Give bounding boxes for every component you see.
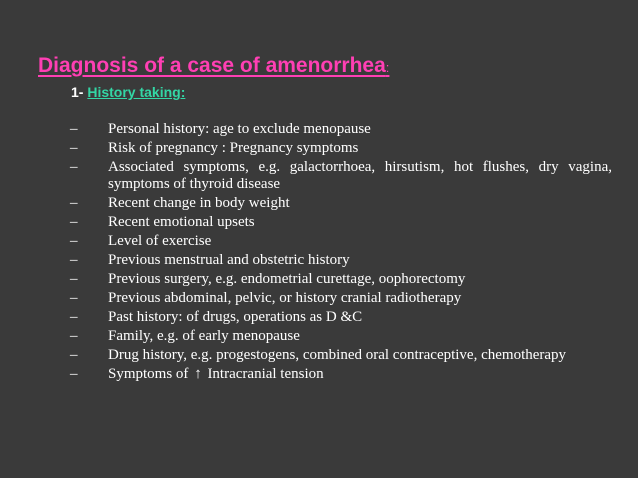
list-item [70,140,612,157]
bullet-dash: – [70,195,78,211]
list-item [70,233,612,250]
section-heading [71,83,185,101]
section-number: 1- [71,84,88,100]
list-item [70,309,612,326]
list-item-text: Recent emotional upsets [108,214,255,230]
list-item-text: Past history: of drugs, operations as D &C [108,309,363,325]
bullet-dash: – [70,121,78,137]
list-item [70,366,612,383]
bullet-dash: – [70,140,78,156]
bullet-dash: – [70,309,78,325]
bullet-dash: – [70,252,78,268]
list-item [70,214,612,231]
last-item-suffix: Intracranial tension [207,366,324,382]
list-item [70,159,612,193]
slide-title-colon: : [385,60,390,75]
list-item-text: Associated symptoms, e.g. galactorrhoea, hirsutism, hot flushes, dry vagina, symptoms of thyroid disease [108,159,612,192]
bullet-dash: – [70,290,78,306]
bullet-dash: – [70,347,78,363]
list-item [70,121,612,138]
list-item [70,271,612,288]
list-item-text: Previous abdominal, pelvic, or history cranial radiotherapy [108,290,462,306]
slide-title-text: Diagnosis of a case of amenorrhea [38,54,386,77]
list-item-text: Previous menstrual and obstetric history [108,252,350,268]
slide-title [38,53,389,81]
last-item-prefix: Symptoms of [108,366,189,382]
up-arrow-icon: ↑ [194,366,202,382]
list-item-text: Risk of pregnancy : Pregnancy symptoms [108,140,359,156]
section-label-link[interactable]: History taking: [87,84,186,100]
list-item [70,195,612,212]
list-item-text: Previous surgery, e.g. endometrial curettage, oophorectomy [108,271,466,287]
list-item [70,290,612,307]
list-item [70,328,612,345]
list-item-text [108,366,612,383]
bullet-dash: – [70,159,78,175]
list-item-text: Level of exercise [108,233,212,249]
bullet-dash: – [70,366,78,382]
list-item-text: Personal history: age to exclude menopause [108,121,371,137]
list-item-text: Family, e.g. of early menopause [108,328,300,344]
bullet-dash: – [70,214,78,230]
list-item [70,347,612,364]
list-item [70,252,612,269]
bullet-dash: – [70,233,78,249]
list-item-text: Drug history, e.g. progestogens, combined oral contraceptive, chemotherapy [108,347,567,363]
history-item-list [70,121,612,385]
bullet-dash: – [70,328,78,344]
list-item-text: Recent change in body weight [108,195,290,211]
bullet-dash: – [70,271,78,287]
